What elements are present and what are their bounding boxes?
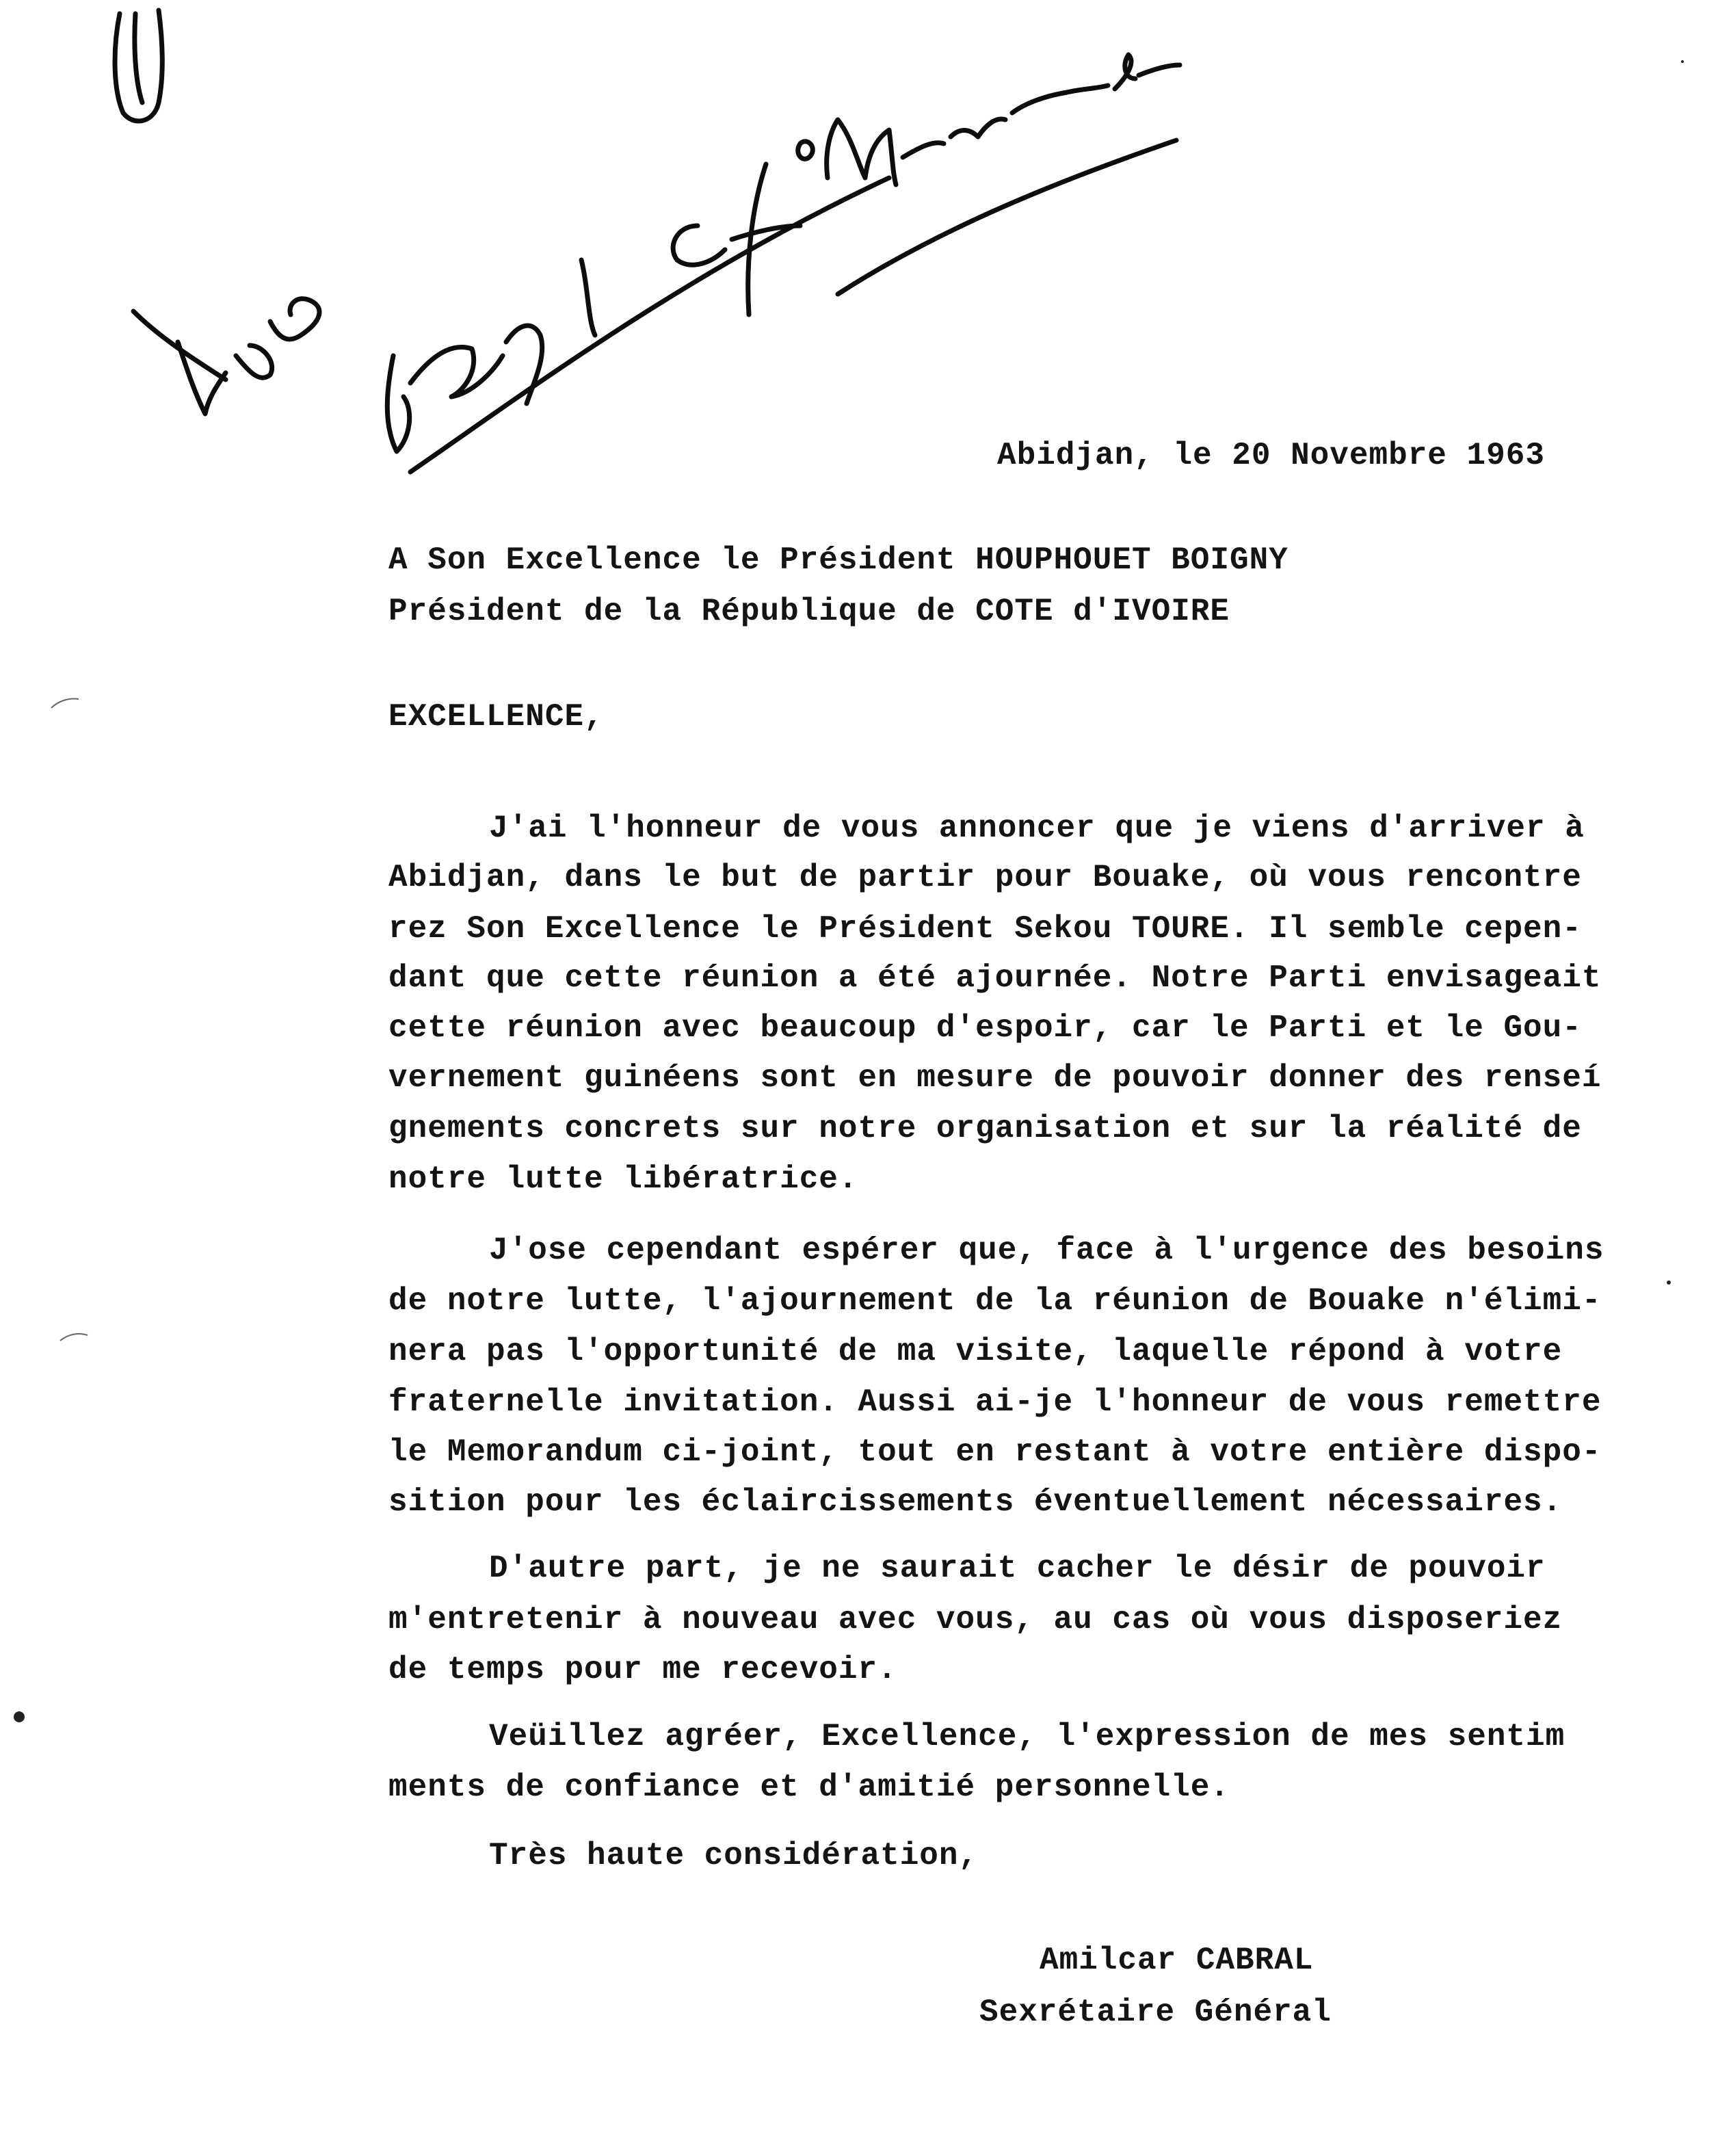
- body-line: sition pour les éclaircissements éventuellement nécessaires.: [388, 1484, 1563, 1520]
- body-line: Abidjan, dans le but de partir pour Bouake, où vous rencontre: [388, 860, 1582, 895]
- dateline: Abidjan, le 20 Novembre 1963: [997, 438, 1545, 473]
- body-line: dant que cette réunion a été ajournée. Notre Parti envisageait: [388, 960, 1602, 996]
- body-line: Veüillez agréer, Excellence, l'expression de mes sentim: [489, 1719, 1565, 1754]
- body-line: J'ai l'honneur de vous annoncer que je viens d'arriver à: [489, 811, 1585, 846]
- body-line: J'ose cependant espérer que, face à l'urgence des besoins: [489, 1233, 1604, 1268]
- body-line: gnements concrets sur notre organisation et sur la réalité de: [388, 1111, 1582, 1146]
- signatory-title: Sexrétaire Général: [979, 1995, 1332, 2030]
- body-line: ments de confiance et d'amitié personnelle.: [388, 1770, 1230, 1805]
- body-line: D'autre part, je ne saurait cacher le désir de pouvoir: [489, 1551, 1546, 1586]
- body-line: notre lutte libératrice.: [388, 1161, 858, 1197]
- body-line: de notre lutte, l'ajournement de la réunion de Bouake n'élimi-: [388, 1283, 1602, 1319]
- addressee-line: Président de la République de COTE d'IVOIRE: [388, 594, 1230, 629]
- closing: Très haute considération,: [489, 1838, 979, 1874]
- salutation: EXCELLENCE,: [388, 699, 604, 735]
- body-line: vernement guinéens sont en mesure de pouvoir donner des renseí: [388, 1060, 1602, 1096]
- body-line: m'entretenir à nouveau avec vous, au cas où vous disposeriez: [388, 1602, 1563, 1638]
- body-line: cette réunion avec beaucoup d'espoir, car le Parti et le Gou-: [388, 1010, 1582, 1046]
- body-line: de temps pour me recevoir.: [388, 1652, 897, 1687]
- body-line: nera pas l'opportunité de ma visite, laquelle répond à votre: [388, 1334, 1563, 1369]
- body-line: le Memorandum ci-joint, tout en restant à votre entière dispo-: [388, 1434, 1602, 1470]
- body-line: rez Son Excellence le Président Sekou TOURE. Il semble cepen-: [388, 911, 1582, 947]
- body-line: fraternelle invitation. Aussi ai-je l'honneur de vous remettre: [388, 1384, 1602, 1420]
- addressee-line: A Son Excellence le Président HOUPHOUET BOIGNY: [388, 542, 1288, 578]
- signatory-name: Amilcar CABRAL: [1040, 1943, 1314, 1978]
